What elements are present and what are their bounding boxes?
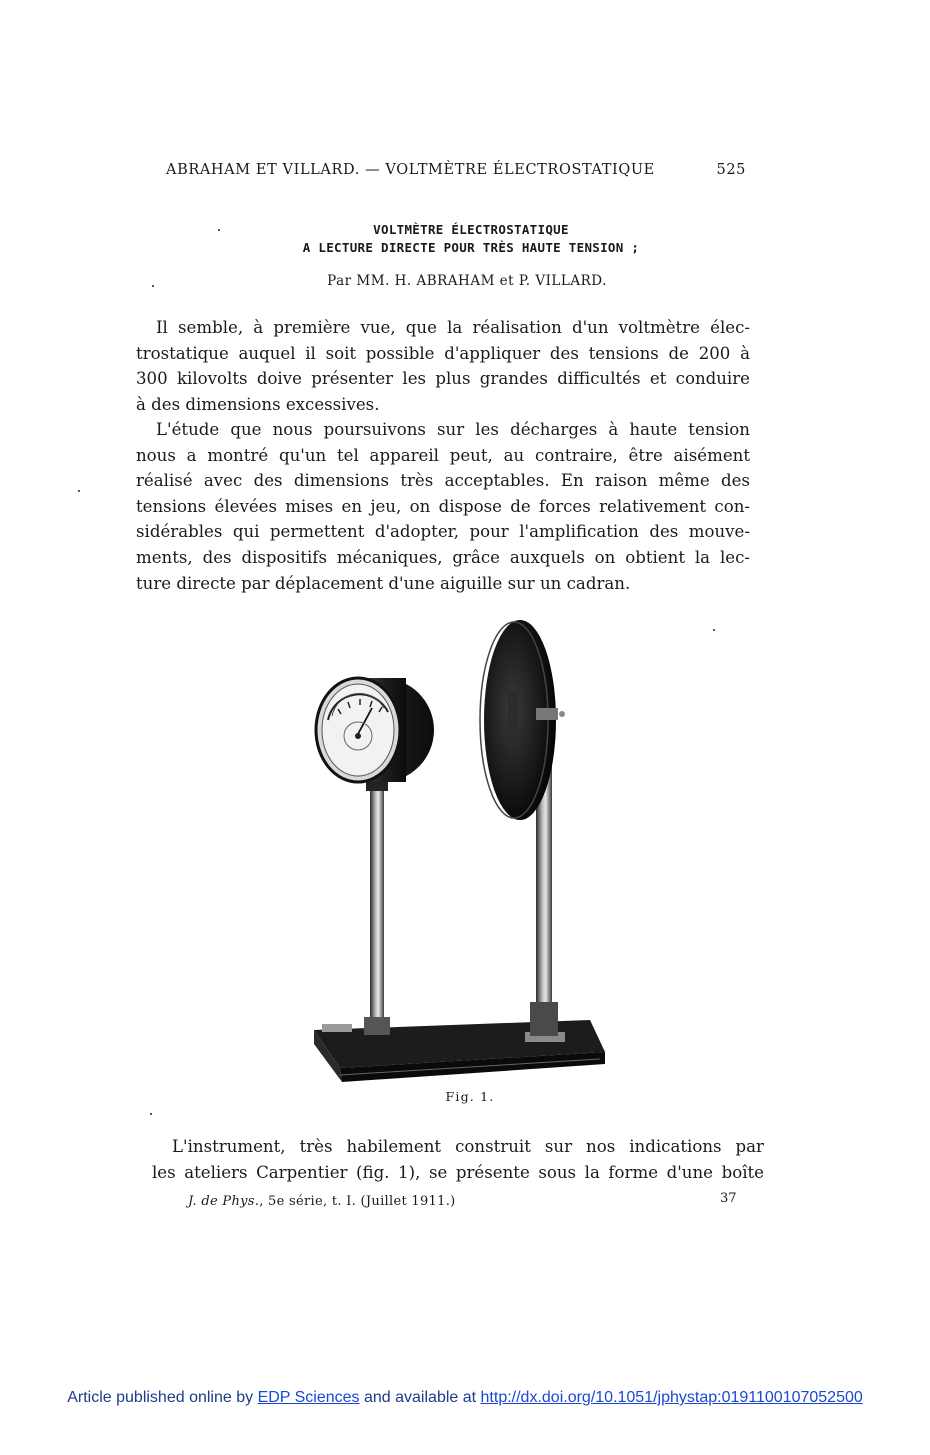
text-line: nous a montré qu'un tel appareil peut, au contraire, être aisément bbox=[136, 445, 750, 465]
text-line: les ateliers Carpentier (fig. 1), se présente sous la forme d'une boîte bbox=[152, 1162, 764, 1182]
paragraph-2 bbox=[136, 417, 750, 596]
scan-speck bbox=[713, 629, 715, 631]
text-line: 300 kilovolts doive présenter les plus grandes difficultés et conduire bbox=[136, 369, 750, 389]
paragraph-1 bbox=[136, 315, 750, 417]
article-byline: Par MM. H. ABRAHAM et P. VILLARD. bbox=[327, 273, 607, 289]
journal-citation: , 5e série, t. I. (Juillet 1911.) bbox=[259, 1194, 456, 1209]
text-line: réalisé avec des dimensions très acceptables. En raison même des bbox=[136, 471, 750, 491]
text-line: trostatique auquel il soit possible d'appliquer des tensions de 200 à bbox=[136, 343, 750, 363]
journal-name: J. de Phys. bbox=[188, 1194, 260, 1209]
text-line: L'instrument, très habilement construit sur nos indications par bbox=[172, 1137, 764, 1156]
text-line: à des dimensions excessives. bbox=[136, 394, 380, 414]
figure-voltmeter-illustration bbox=[300, 612, 620, 1087]
wooden-base bbox=[314, 1020, 605, 1082]
article-title-line-1: VOLTMÈTRE ÉLECTROSTATIQUE bbox=[373, 222, 569, 237]
text-line: ture directe par déplacement d'une aiguille sur un cadran. bbox=[136, 573, 631, 593]
paragraph-3 bbox=[152, 1134, 764, 1185]
page-number: 525 bbox=[716, 162, 746, 178]
text-line: ments, des dispositifs mécaniques, grâce auxquels on obtient la lec- bbox=[136, 547, 750, 567]
publisher-link[interactable]: EDP Sciences bbox=[257, 1389, 360, 1406]
text-line: Il semble, à première vue, que la réalisation d'un voltmètre élec- bbox=[156, 318, 750, 337]
eprint-middle: and available at bbox=[359, 1389, 481, 1406]
journal-footer bbox=[188, 1194, 456, 1209]
scan-speck bbox=[150, 1113, 152, 1115]
scan-speck bbox=[218, 229, 220, 231]
doi-link[interactable]: http://dx.doi.org/10.1051/jphystap:0191100107052500 bbox=[480, 1389, 863, 1406]
voltmeter-box bbox=[316, 678, 434, 782]
figure-caption: Fig. 1. bbox=[445, 1089, 495, 1104]
sheet-number: 37 bbox=[720, 1191, 737, 1206]
instrument-pillar bbox=[364, 777, 390, 1035]
running-head bbox=[166, 162, 746, 178]
text-line: sidérables qui permettent d'adopter, pour l'amplification des mouve- bbox=[136, 522, 750, 542]
article-title-line-2: A LECTURE DIRECTE POUR TRÈS HAUTE TENSION ; bbox=[302, 240, 640, 255]
text-line: L'étude que nous poursuivons sur les décharges à haute tension bbox=[156, 420, 750, 439]
text-line: tensions élevées mises en jeu, on dispose de forces relativement con- bbox=[136, 496, 750, 516]
electrode-plate bbox=[480, 620, 565, 820]
scan-speck bbox=[152, 285, 154, 287]
eprint-notice bbox=[0, 1389, 930, 1407]
running-head-title: ABRAHAM ET VILLARD. — VOLTMÈTRE ÉLECTROSTATIQUE bbox=[166, 162, 655, 178]
scan-speck bbox=[78, 490, 80, 492]
eprint-prefix: Article published online by bbox=[67, 1389, 258, 1406]
